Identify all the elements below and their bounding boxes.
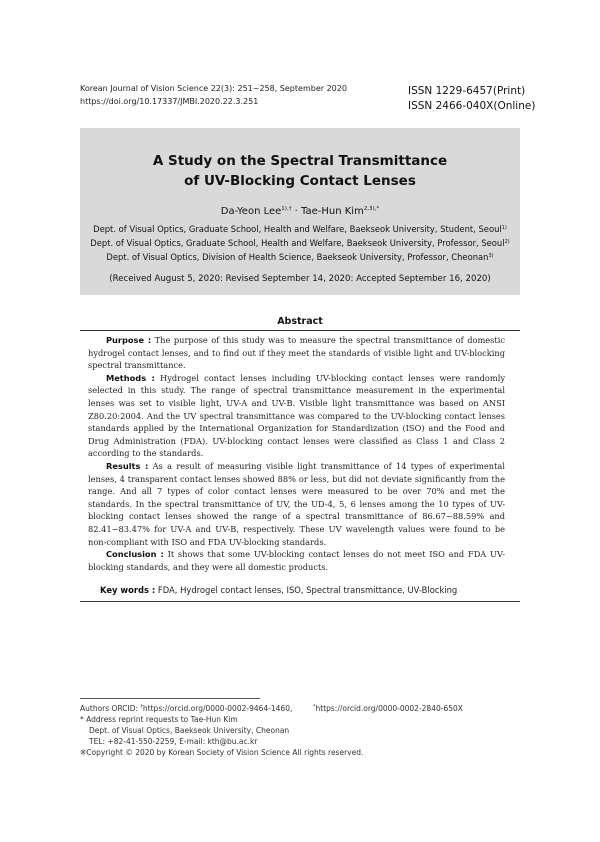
affiliation-3-text: Dept. of Visual Optics, Division of Health Science, Baekseok University, Professor, Cheonan bbox=[106, 252, 489, 262]
affiliation-1-mark: 1) bbox=[501, 225, 507, 231]
reprint-dept: Dept. of Visual Optics, Baekseok University, Cheonan bbox=[89, 726, 290, 735]
abstract-bottom-rule bbox=[80, 601, 520, 602]
orcid-label: Authors ORCID: bbox=[80, 704, 141, 713]
affiliation-3-mark: 3) bbox=[488, 253, 494, 259]
affiliation-2-mark: 2) bbox=[504, 239, 510, 245]
abstract-conclusion bbox=[88, 548, 505, 573]
purpose-label: Purpose : bbox=[106, 335, 152, 345]
author-1-mark: 1),† bbox=[281, 206, 292, 212]
author-2: Tae-Hun Kim bbox=[301, 206, 364, 217]
footnote-rule bbox=[80, 698, 260, 699]
author-separator: · bbox=[294, 206, 298, 217]
author-1: Da-Yeon Lee bbox=[220, 206, 282, 217]
affiliation-2-text: Dept. of Visual Optics, Graduate School, Health and Welfare, Baekseok University, Professor, Seoul bbox=[90, 238, 505, 248]
journal-header bbox=[80, 83, 347, 108]
journal-citation: Korean Journal of Vision Science 22(3): 251~258, September 2020 bbox=[80, 84, 347, 93]
conclusion-text: It shows that some UV-blocking contact lenses do not meet ISO and FDA UV-blocking standards, and they were all domestic products. bbox=[88, 549, 505, 572]
title-box bbox=[80, 128, 520, 295]
issn-block bbox=[408, 84, 535, 113]
affiliation-2 bbox=[80, 238, 520, 248]
methods-text: Hydrogel contact lenses including UV-blocking contact lenses were randomly selected in this study. The range of spectral transmittance measurement in the experimental lenses was set to visible light, UV-A and UV-B. Visible light transmittance was based on ANSI Z80.20:2004. And the UV spectral transmittance was compared to the UV-blocking contact lenses standards applied by the International Organization for Standardization (ISO) and the Food and Drug Administration (FDA). UV-blocking contact lenses were classified as Class 1 and Class 2 according to the standards. bbox=[88, 372, 506, 459]
abstract-results bbox=[88, 460, 505, 548]
abstract-body bbox=[88, 334, 505, 573]
orcid-1-link[interactable]: https://orcid.org/0000-0002-9464-1460, bbox=[142, 704, 293, 713]
abstract-purpose bbox=[88, 334, 505, 372]
orcid-1-mark: † bbox=[140, 704, 143, 710]
abstract-top-rule bbox=[80, 330, 520, 331]
orcid-2-link[interactable]: https://orcid.org/0000-0002-2840-650X bbox=[315, 704, 463, 713]
received-dates: (Received August 5, 2020: Revised September 14, 2020: Accepted September 16, 2020) bbox=[109, 274, 491, 284]
abstract-methods bbox=[88, 372, 505, 460]
methods-label: Methods : bbox=[106, 372, 155, 383]
author-line bbox=[80, 206, 520, 217]
affiliation-1 bbox=[80, 224, 520, 234]
title-line-2: of UV-Blocking Contact Lenses bbox=[184, 173, 416, 189]
reprint-contact: TEL: +82-41-550-2259, E-mail: kth@bu.ac.kr bbox=[89, 737, 258, 746]
author-2-mark: 2,3),* bbox=[363, 206, 380, 212]
title-line-1: A Study on the Spectral Transmittance bbox=[152, 153, 448, 169]
affiliation-3 bbox=[80, 252, 520, 262]
orcid-line bbox=[80, 702, 463, 714]
results-text: As a result of measuring visible light transmittance of 14 types of experimental lenses, 4 transparent contact lenses showed 88% or less, but did not deviate significantly from the range. And all 7 types of color contact lenses were measured to be over 70% and met the standards. In the spectral transmittance of UV, the UD-4, 5, 6 lenses among the 10 types of UV-blocking contact lenses showed the range of a spectral transmittance of 86.67~88.59% and 82.41~83.47% for UV-A and UV-B, respectively. These UV wavelength values were found to be non-compliant with ISO and FDA UV-blocking standards. bbox=[88, 460, 505, 547]
keywords-text: FDA, Hydrogel contact lenses, ISO, Spectral transmittance, UV-Blocking bbox=[155, 585, 458, 595]
keywords bbox=[100, 585, 457, 595]
purpose-text: The purpose of this study was to measure the spectral transmittance of domestic hydrogel contact lenses, and to find out if they meet the standards of visible light and UV-blocking spectral transmittance. bbox=[88, 335, 505, 371]
issn-online: ISSN 2466-040X(Online) bbox=[408, 99, 536, 112]
keywords-label: Key words : bbox=[100, 585, 156, 595]
reprint-request: * Address reprint requests to Tae-Hun Kim bbox=[80, 715, 238, 724]
orcid-2 bbox=[313, 702, 463, 714]
copyright-notice: ※Copyright © 2020 by Korean Society of Vision Science All rights reserved. bbox=[80, 748, 364, 757]
orcid-2-mark: * bbox=[313, 704, 316, 710]
footnotes bbox=[80, 702, 463, 758]
conclusion-label: Conclusion : bbox=[106, 549, 164, 560]
results-label: Results : bbox=[106, 460, 149, 471]
doi-link[interactable]: https://doi.org/10.17337/JMBI.2020.22.3.251 bbox=[80, 96, 259, 106]
paper-title bbox=[80, 151, 520, 191]
abstract-heading: Abstract bbox=[277, 316, 323, 327]
affiliation-1-text: Dept. of Visual Optics, Graduate School, Health and Welfare, Baekseok University, Student, Seoul bbox=[93, 224, 502, 234]
issn-print: ISSN 1229-6457(Print) bbox=[408, 85, 526, 97]
